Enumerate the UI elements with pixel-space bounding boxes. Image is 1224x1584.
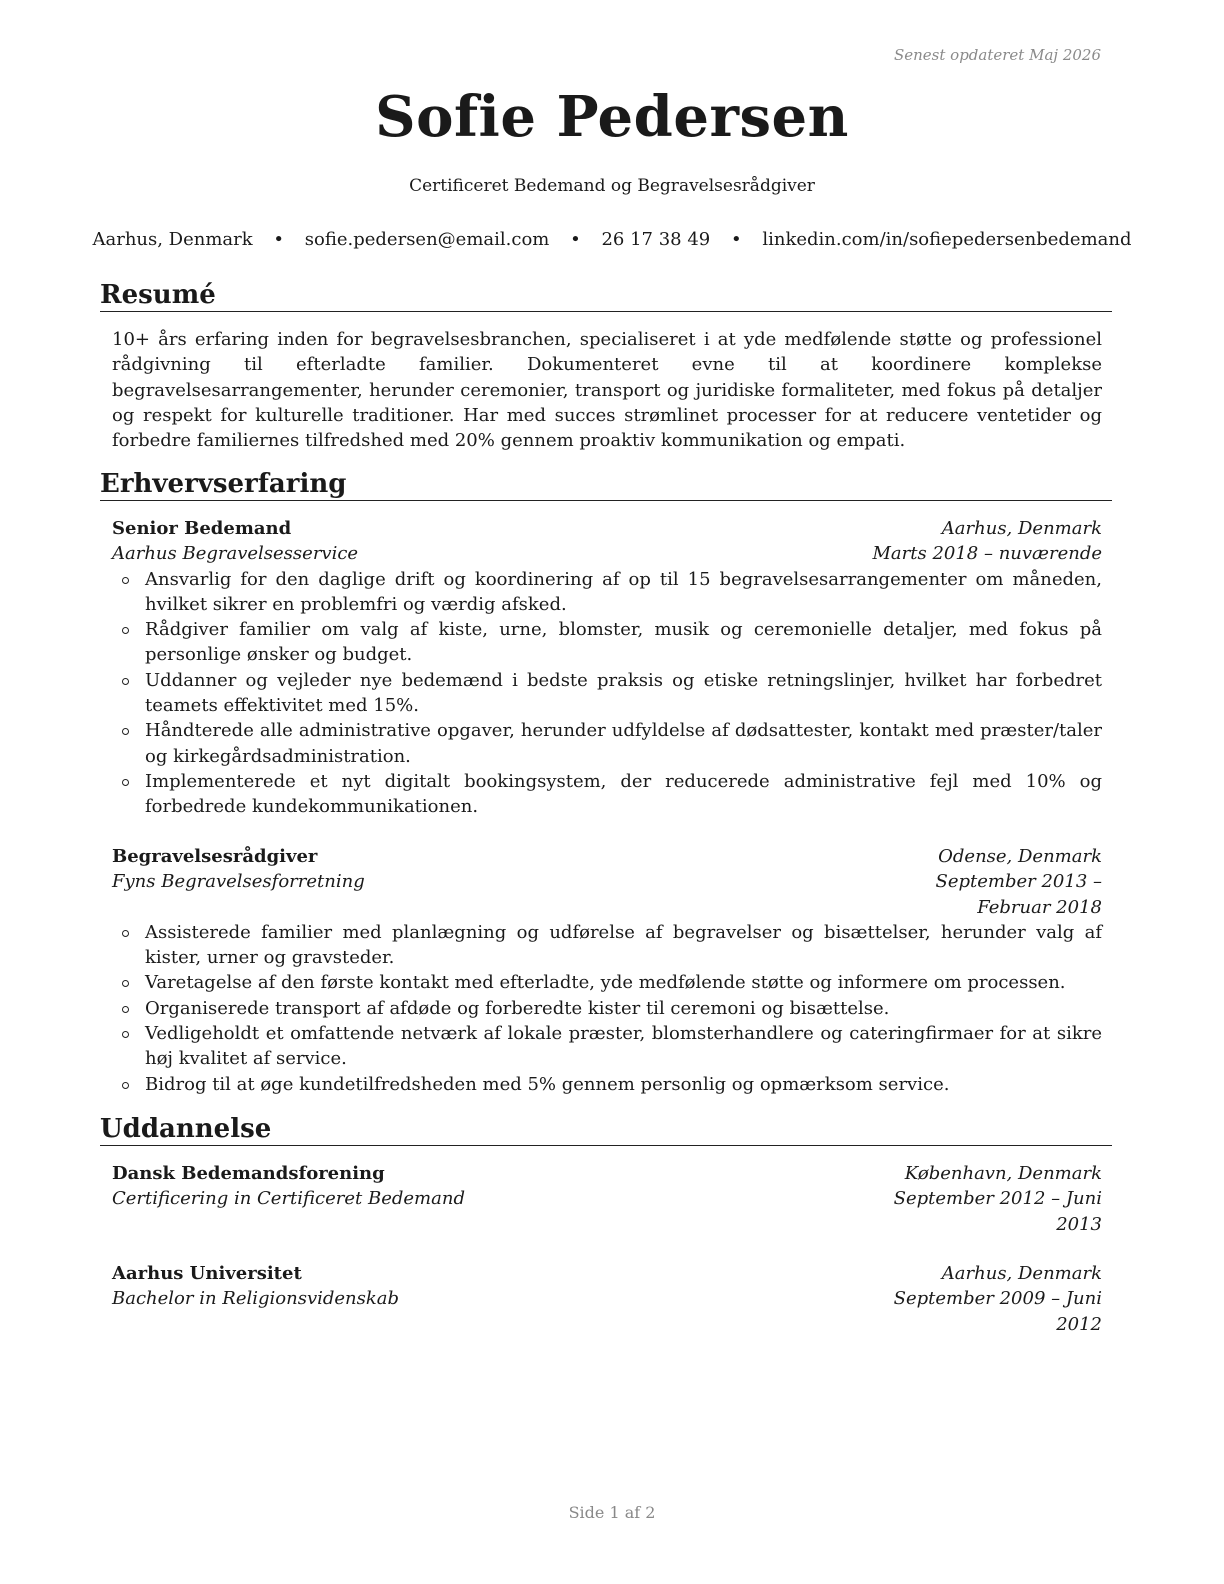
job-entry bbox=[112, 844, 1102, 1097]
education-location: København, Denmark bbox=[904, 1163, 1102, 1184]
candidate-name: Sofie Pedersen bbox=[375, 84, 849, 150]
education-entry bbox=[112, 1161, 1102, 1237]
list-item: Bidrog til at øge kundetilfredsheden med 5% gennem personlig og opmærksom service. bbox=[112, 1072, 1102, 1097]
job-bullets bbox=[112, 567, 1102, 820]
contact-email[interactable]: sofie.pedersen@email.com bbox=[304, 229, 550, 250]
education-location: Aarhus, Denmark bbox=[941, 1263, 1102, 1284]
list-item: Håndterede alle administrative opgaver, herunder udfyldelse af dødsattester, kontakt med præster/taler og kirkegårdsadministration. bbox=[112, 718, 1102, 769]
contact-phone[interactable]: 26 17 38 49 bbox=[601, 229, 711, 250]
section-title-education: Uddannelse bbox=[100, 1114, 1112, 1146]
job-bullets bbox=[112, 920, 1102, 1097]
education-degree: Certificering in Certificeret Bedemand bbox=[112, 1188, 465, 1210]
job-role: Begravelsesrådgiver bbox=[112, 846, 318, 867]
list-item: Assisterede familier med planlægning og udførelse af begravelser og bisættelser, herunder valg af kister, urner og gravsteder. bbox=[112, 920, 1102, 971]
list-item: Organiserede transport af afdøde og forberedte kister til ceremoni og bisættelse. bbox=[112, 996, 1102, 1021]
page-number: Side 1 af 2 bbox=[568, 1503, 656, 1522]
job-location: Odense, Denmark bbox=[938, 846, 1102, 867]
summary-text: 10+ års erfaring inden for begravelsesbranchen, specialiseret i at yde medfølende støtte og professionel rådgivning til efterladte familier. Dokumenteret evne til at koordinere komplekse begravelsesarrangementer, herunder ceremonier, transport og juridiske formaliteter, med fokus på detaljer og respekt for kulturelle traditioner. Har med succes strømlinet processer for at reducere ventetider og forbedre familiernes tilfredshed med 20% gennem proaktiv kommunikation og empati. bbox=[112, 329, 1102, 452]
bullet-separator: • bbox=[730, 229, 742, 250]
job-dates: Marts 2018 – nuværende bbox=[872, 543, 1102, 565]
job-company: Fyns Begravelsesforretning bbox=[112, 871, 365, 893]
bullet-separator: • bbox=[570, 229, 581, 250]
job-role: Senior Bedemand bbox=[112, 518, 292, 539]
professional-title: Certificeret Bedemand og Begravelsesrådgiver bbox=[409, 176, 815, 196]
education-dates: September 2009 – Juni 2012 bbox=[893, 1288, 1102, 1335]
list-item: Rådgiver familier om valg af kiste, urne, blomster, musik og ceremonielle detaljer, med fokus på personlige ønsker og budget. bbox=[112, 617, 1102, 668]
contact-location: Aarhus, Denmark bbox=[92, 229, 253, 250]
education-dates: September 2012 – Juni 2013 bbox=[893, 1188, 1102, 1235]
education-school: Dansk Bedemandsforening bbox=[112, 1163, 385, 1184]
contact-linkedin[interactable]: linkedin.com/in/sofiepedersenbedemand bbox=[762, 229, 1132, 250]
list-item: Varetagelse af den første kontakt med efterladte, yde medfølende støtte og informere om processen. bbox=[112, 970, 1102, 995]
education-degree: Bachelor in Religionsvidenskab bbox=[112, 1288, 400, 1310]
last-updated: Senest opdateret Maj 2026 bbox=[893, 46, 1101, 64]
contact-line bbox=[0, 229, 1224, 250]
bullet-separator: • bbox=[273, 229, 285, 250]
job-entry bbox=[112, 516, 1102, 820]
section-title-summary: Resumé bbox=[100, 280, 1112, 312]
list-item: Vedligeholdt et omfattende netværk af lokale præster, blomsterhandlere og cateringfirmaer for at sikre høj kvalitet af service. bbox=[112, 1021, 1102, 1072]
education-school: Aarhus Universitet bbox=[112, 1263, 302, 1284]
education-entry bbox=[112, 1261, 1102, 1337]
job-company: Aarhus Begravelsesservice bbox=[112, 543, 359, 565]
list-item: Implementerede et nyt digitalt bookingsystem, der reducerede administrative fejl med 10% og forbedrede kundekommunikationen. bbox=[112, 769, 1102, 820]
list-item: Uddanner og vejleder nye bedemænd i bedste praksis og etiske retningslinjer, hvilket har forbedret teamets effektivitet med 15%. bbox=[112, 668, 1102, 719]
list-item: Ansvarlig for den daglige drift og koordinering af op til 15 begravelsesarrangementer om måneden, hvilket sikrer en problemfri og værdig afsked. bbox=[112, 567, 1102, 618]
job-location: Aarhus, Denmark bbox=[941, 518, 1102, 539]
job-dates: September 2013 – Februar 2018 bbox=[935, 871, 1102, 918]
section-title-experience: Erhvervserfaring bbox=[100, 469, 1112, 501]
